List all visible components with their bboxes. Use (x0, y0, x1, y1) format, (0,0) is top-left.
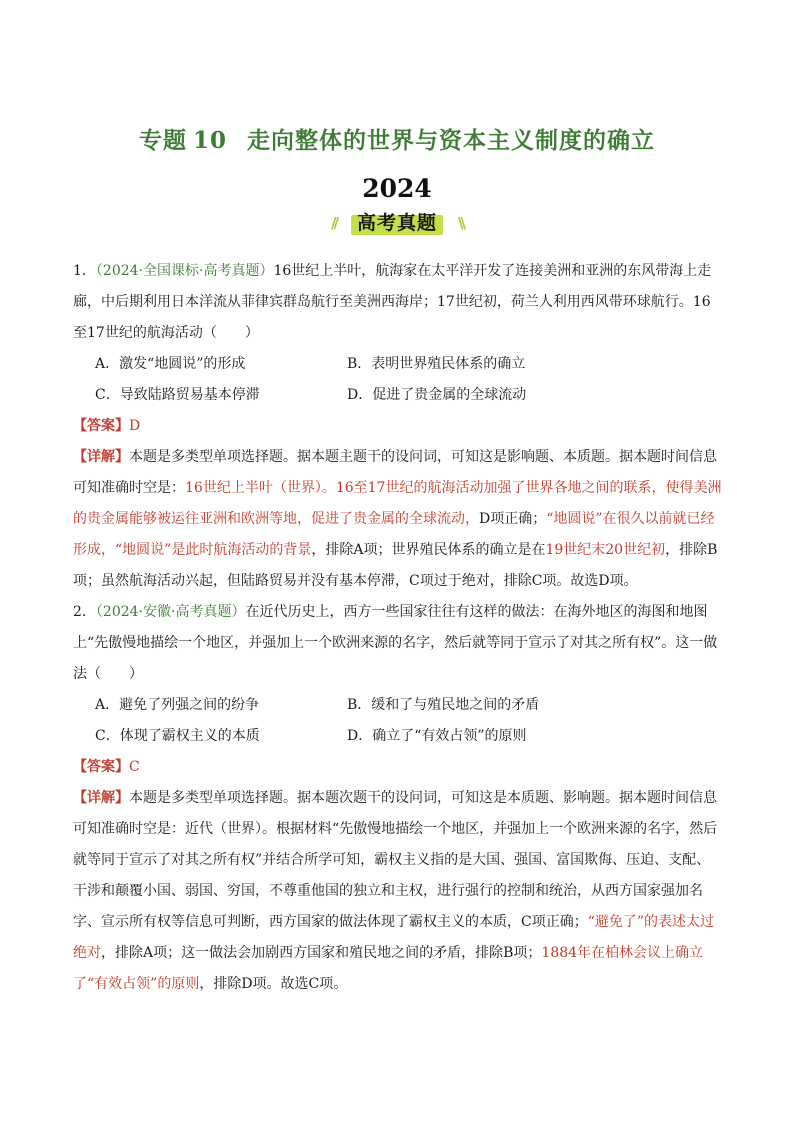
answer-label: 【答案】 (73, 418, 129, 434)
explanation-label: 【详解】 (73, 790, 129, 806)
explanation-text: C项正确； (521, 914, 588, 930)
title-prefix: 专题 (138, 127, 187, 154)
question-number: 2． (73, 604, 96, 620)
explanation (73, 442, 723, 597)
answer-line (73, 411, 723, 442)
explanation-label: 【详解】 (73, 449, 129, 465)
question-item (73, 256, 723, 597)
question-source: （2024·全国课标·高考真题） (95, 263, 274, 279)
badge-left-slashes-icon: // (331, 214, 336, 232)
explanation-text: ，排除A项；世界殖民体系的确立是在 (311, 542, 546, 558)
explanation-text: 本题是多类型单项选择题。据本题次题干的设问词，可知这是本质题、影响题。据本题时间信息可知准确时空是：近代（世界）。根据材料“先傲慢地描绘一个地区，并强加上一个欧洲来源的名字，然后就等同于宣示了对其之所有权”并结合所学可知，霸权主义指的是大国、强国、富国欺侮、压迫、支配、干涉和颠覆小国、弱国、穷国，不尊重他国的独立和主权，进行强行的控制和统治，从西方国家强加名字、宣示所有权等信息可判断，西方国家的做法体现了霸权主义的本质， (73, 790, 718, 930)
explanation-highlight: 1884年在柏林会议上确立了“有效占领”的原则 (73, 945, 704, 992)
question-list (73, 256, 723, 1000)
explanation-text: ，排除B项；虽然航海活动兴起，但陆路贸易并没有基本停滞，C项过于绝对，排除C项。故选D项。 (73, 542, 718, 589)
answer-label: 【答案】 (73, 759, 129, 775)
option-d: D．促进了贵金属的全球流动 (347, 387, 527, 403)
question-text: 在近代历史上，西方一些国家往往有这样的做法：在海外地区的海图和地图上“先傲慢地描绘一个地区，并强加上一个欧洲来源的名字，然后就等同于宣示了对其之所有权”。这一做法（ ） (73, 604, 718, 682)
answer-value: C (129, 759, 140, 775)
explanation-highlight: 16世纪上半叶（世界）。16至17世纪的航海活动加强了世界各地之间的联系，使得美洲的贵金属能够被运往亚洲和欧洲等地，促进了贵金属的全球流动， (73, 480, 722, 527)
options-row (73, 721, 723, 752)
explanation (73, 783, 723, 1000)
option-b: B．表明世界殖民体系的确立 (347, 356, 526, 372)
question-stem (73, 597, 723, 690)
explanation-highlight: 19世纪末20世纪初 (545, 542, 666, 558)
explanation-text: ，排除D项。故选C项。 (199, 976, 348, 992)
options-row (73, 349, 723, 380)
explanation-text: D项正确； (479, 511, 547, 527)
section-badge (331, 208, 463, 236)
answer-value: D (129, 418, 141, 434)
explanation-text: 本题是多类型单项选择题。据本题主题干的设问词，可知这是影响题、本质题。据本题时间信息可知准确时空是： (73, 449, 717, 496)
question-source: （2024·安徽·高考真题） (95, 604, 246, 620)
explanation-highlight: “地圆说”在很久以前就已经形成，“地圆说”是此时航海活动的背景 (73, 511, 715, 558)
explanation-highlight: “避免了”的表述太过绝对 (73, 914, 715, 961)
option-c: C．导致陆路贸易基本停滞 (95, 387, 260, 403)
year-heading: 2024 (362, 174, 432, 203)
page-title (0, 122, 794, 155)
options-row (73, 380, 723, 411)
option-a: A．激发“地圆说”的形成 (95, 356, 246, 372)
options-row (73, 690, 723, 721)
title-number: 10 (192, 127, 227, 154)
question-number: 1． (73, 263, 96, 279)
question-item (73, 597, 723, 1000)
badge-right-slashes-icon: \\ (458, 214, 463, 232)
option-d: D．确立了“有效占领”的原则 (347, 728, 527, 744)
explanation-text: ，排除A项；这一做法会加剧西方国家和殖民地之间的矛盾，排除B项； (101, 945, 542, 961)
question-text: 16世纪上半叶，航海家在太平洋开发了连接美洲和亚洲的东风带海上走廊，中后期利用日本洋流从菲律宾群岛航行至美洲西海岸；17世纪初，荷兰人利用西风带环球航行。16至17世纪的航海活动（ ） (73, 263, 712, 341)
option-a: A．避免了列强之间的纷争 (95, 697, 260, 713)
option-c: C．体现了霸权主义的本质 (95, 728, 260, 744)
question-stem (73, 256, 723, 349)
title-text: 走向整体的世界与资本主义制度的确立 (247, 127, 655, 154)
answer-line (73, 752, 723, 783)
badge-label: 高考真题 (356, 212, 437, 234)
option-b: B．缓和了与殖民地之间的矛盾 (347, 697, 540, 713)
